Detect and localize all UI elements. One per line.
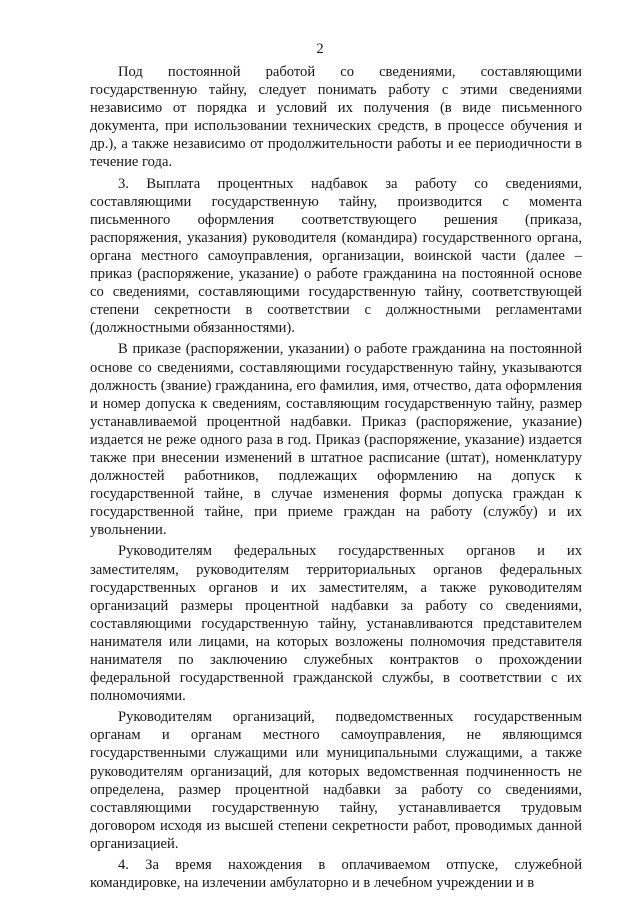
paragraph-permanent-work-definition: Под постоянной работой со сведениями, составляющими государственную тайну, следует понимать работу с этими сведениями независимо от порядка и условий их получения (в виде письменного документа, при использовании технических средств, в процессе обучения и др.), а также независимо от продолжительности работы и ее периодичности в течение года. [90,64,582,171]
paragraph-subordinate-organizations: Руководителям организаций, подведомственных государственным органам и органам местного самоуправления, не являющимся государственными служащими или муниципальными служащими, а также руководителям организаций, для которых ведомственная подчиненность не определена, размер процентной надбавки за работу со сведениями, составляющими государственную тайну, устанавливается трудовым договором исходя из высшей степени секретности работ, проводимых данной организацией. [90,709,582,852]
paragraph-allowance-payment: 3. Выплата процентных надбавок за работу со сведениями, составляющими государственную тайну, производится с момента письменного оформления соответствующего решения (приказа, распоряжения, указания) руководителя (командира) государственного органа, органа местного самоуправления, организации, воинской части (далее – приказ (распоряжение, указание) о работе гражданина на постоянной основе со сведениями, составляющими государственную тайну, соответствующей степени секретности в соответствии с должностными регламентами (должностными обязанностями). [90,175,582,337]
paragraph-federal-managers: Руководителям федеральных государственных органов и их заместителям, руководителям территориальных органов федеральных государственных органов и их заместителям, а также руководителям организаций размеры процентной надбавки за работу со сведениями, составляющими государственную тайну, устанавливаются представителем нанимателя или лицами, на которых возложены полномочия представителя нанимателя по заключению служебных контрактов о прохождении федеральной государственной гражданской службы, в соответствии с их полномочиями. [90,543,582,705]
page-number: 2 [316,41,324,57]
document-body [90,63,582,892]
paragraph-leave-and-travel: 4. За время нахождения в оплачиваемом отпуске, служебной командировке, на излечении амбулаторно и в лечебном учреждении и в [90,857,582,892]
paragraph-order-contents: В приказе (распоряжении, указании) о работе гражданина на постоянной основе со сведениями, составляющими государственную тайну, указываются должность (звание) гражданина, его фамилия, имя, отчество, дата оформления и номер допуска к сведениям, составляющим государственную тайну, размер устанавливаемой процентной надбавки. Приказ (распоряжение, указание) издается не реже одного раза в год. Приказ (распоряжение, указание) издается также при внесении изменений в штатное расписание (штат), номенклатуру должностей работников, подлежащих оформлению на допуск к государственной тайне, в случае изменения формы допуска граждан к государственной тайне, при приеме граждан на работу (службу) и их увольнении. [90,341,582,539]
